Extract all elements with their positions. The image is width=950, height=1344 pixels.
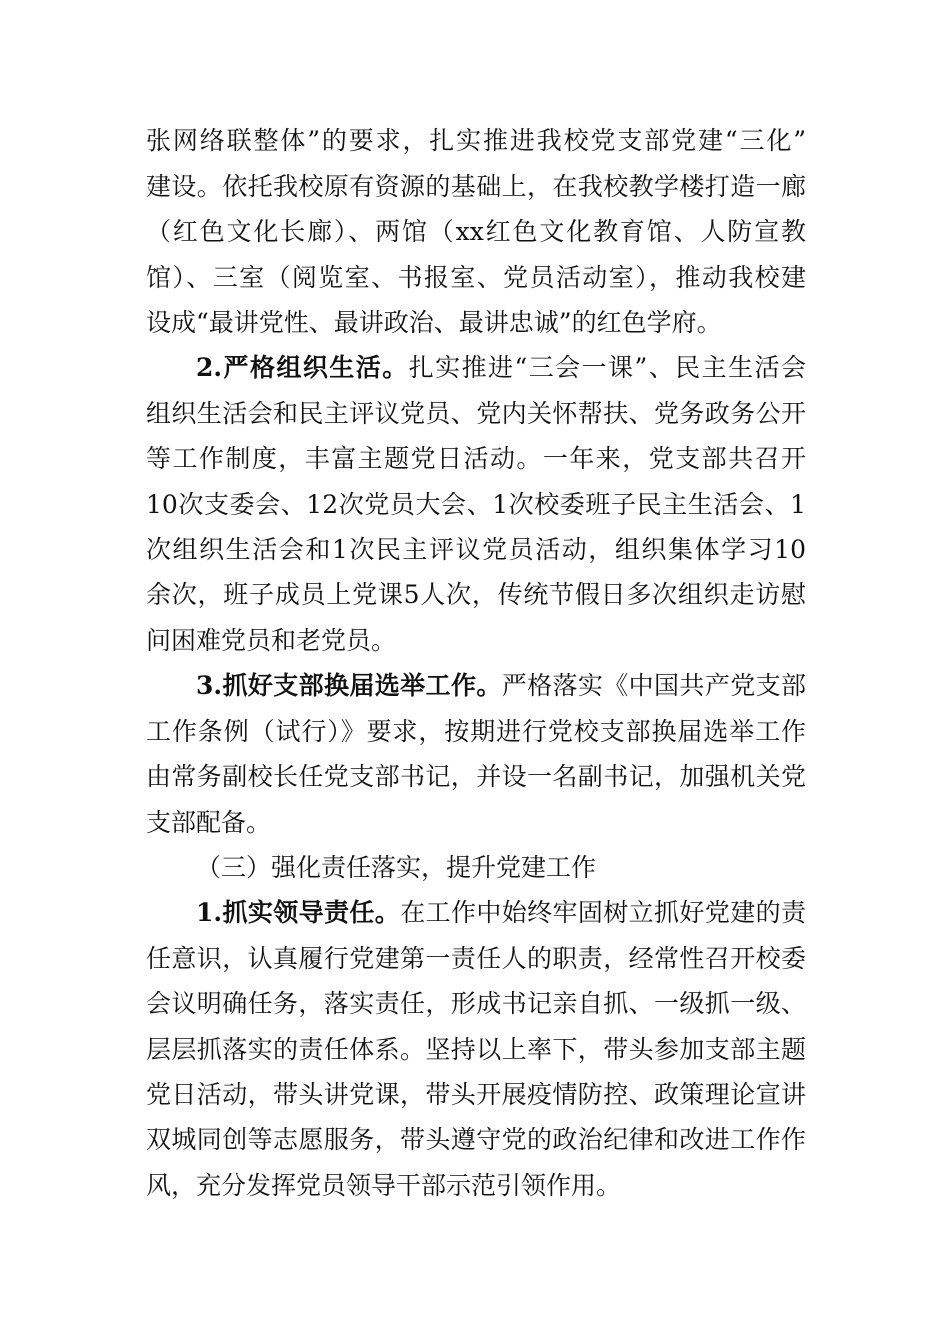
text-line: 组织生活会和民主评议党员、党内关怀帮扶、党务政务公开 xyxy=(146,399,806,428)
text-line: 建设。依托我校原有资源的基础上，在我校教学楼打造一廊 xyxy=(146,172,806,201)
text-line: 层层抓落实的责任体系。坚持以上率下，带头参加支部主题 xyxy=(146,1035,806,1064)
text-line: 党日活动，带头讲党课，带头开展疫情防控、政策理论宣讲 xyxy=(146,1080,806,1109)
text-line: 馆）、三室（阅览室、书报室、党员活动室），推动我校建 xyxy=(146,263,806,292)
paragraph-heading: 2.严格组织生活。 xyxy=(196,353,409,382)
text-line xyxy=(196,353,806,383)
text-line: 等工作制度，丰富主题党日活动。一年来，党支部共召开 xyxy=(146,444,806,473)
text-line: 次组织生活会和1次民主评议党员活动，组织集体学习10 xyxy=(146,535,806,564)
text-line: 任意识，认真履行党建第一责任人的职责，经常性召开校委 xyxy=(146,944,806,973)
text-line: 支部配备。 xyxy=(146,808,272,837)
text-line xyxy=(196,671,806,701)
text-run: 扎实推进“三会一课”、民主生活会 xyxy=(408,353,806,382)
text-line: 风，充分发挥党员领导干部示范引领作用。 xyxy=(146,1171,622,1200)
text-line: 会议明确任务，落实责任，形成书记亲自抓、一级抓一级、 xyxy=(146,989,806,1018)
text-run: 在工作中始终牢固树立抓好党建的责 xyxy=(400,898,806,927)
section-heading: （三）强化责任落实，提升党建工作 xyxy=(196,853,597,882)
text-run: 严格落实《中国共产党支部 xyxy=(501,671,806,700)
text-line xyxy=(196,898,806,928)
text-line: 10次支委会、12次党员大会、1次校委班子民主生活会、1 xyxy=(146,490,806,519)
text-line: 设成“最讲党性、最讲政治、最讲忠诚”的红色学府。 xyxy=(146,308,722,337)
text-line: 由常务副校长任党支部书记，并设一名副书记，加强机关党 xyxy=(146,762,806,791)
text-line: 问困难党员和老党员。 xyxy=(146,626,397,655)
text-line: 双城同创等志愿服务，带头遵守党的政治纪律和改进工作作 xyxy=(146,1125,806,1154)
paragraph-heading: 1.抓实领导责任。 xyxy=(196,898,401,927)
text-line: （红色文化长廊）、两馆（xx红色文化教育馆、人防宣教 xyxy=(146,217,806,246)
text-line: 张网络联整体”的要求，扎实推进我校党支部党建“三化” xyxy=(146,126,806,155)
text-line: 工作条例（试行）》要求，按期进行党校支部换届选举工作 xyxy=(146,717,806,746)
text-line: 余次，班子成员上党课5人次，传统节假日多次组织走访慰 xyxy=(146,580,806,609)
paragraph-heading: 3.抓好支部换届选举工作。 xyxy=(196,671,502,700)
